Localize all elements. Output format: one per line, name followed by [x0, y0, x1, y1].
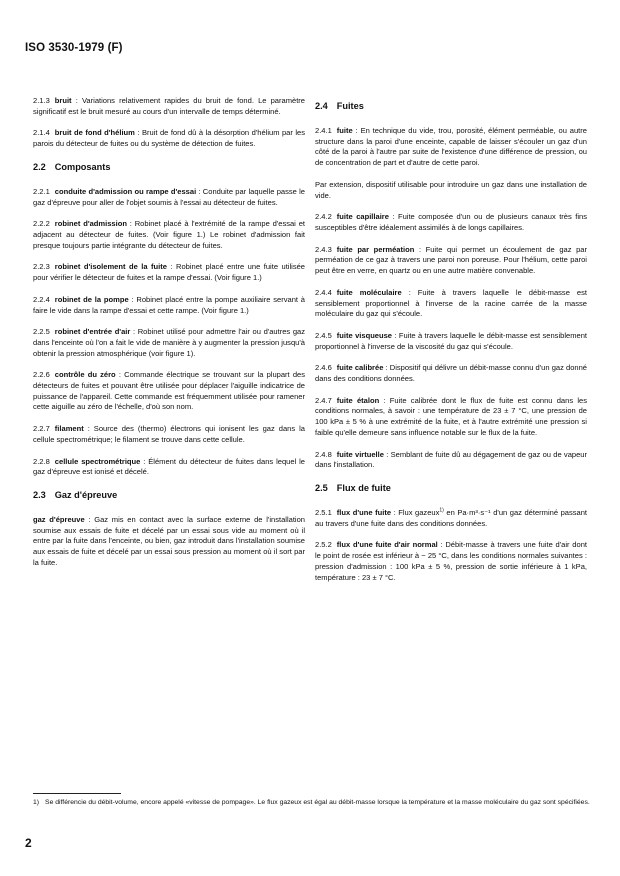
right-column — [315, 96, 587, 594]
clause-2-1-3: 2.1.3 bruit : Variations relativement rapides du bruit de fond. Le paramètre significatif est le bruit mesuré au cours d'un intervalle de temps déterminé. — [33, 96, 305, 116]
clause-2-2-1: 2.2.1 conduite d'admission ou rampe d'essai : Conduite par laquelle passe le gaz d'épreuve pour aller de l'objet soumis à l'essai au détecteur de fuites. — [33, 186, 305, 207]
clause-2-2-2: 2.2.2 robinet d'admission : Robinet placé à l'extrémité de la rampe d'essai et adjacent au détecteur de fuites. (Voir figure 1.) Le robinet d'admission fait presque toujours partie intégrante du détecteur de fuites. — [33, 219, 305, 250]
page-number: 2 — [25, 836, 32, 850]
clause-2-2-5: 2.2.5 robinet d'entrée d'air : Robinet utilisé pour admettre l'air ou d'autres gaz dans l'enceinte où l'on a fait le vide de manière à y augmenter la pression jusqu'à obtenir la pression atmosphérique (voir figure 1). — [33, 327, 305, 358]
clause-2-2-4: 2.2.4 robinet de la pompe : Robinet placé entre la pompe auxiliaire servant à faire le vide dans la rampe d'essai et cette rampe. (Voir figure 1.) — [33, 294, 306, 315]
clause-2-1-4: 2.1.4 bruit de fond d'hélium : Bruit de fond dû à la désorption d'hélium par les parois du détecteur de fuites ou du système de détection de fuites. — [33, 128, 305, 149]
document-id: ISO 3530-1979 (F) — [25, 42, 123, 54]
section-heading-2-5: 2.5 Flux de fuite — [315, 482, 391, 493]
clause-2-2-3: 2.2.3 robinet d'isolement de la fuite : Robinet placé entre une fuite utilisée pour vérifier le détecteur de fuites et la rampe d'essai. (Voir figure 1.) — [33, 262, 305, 283]
clause-2-4-1-extension: Par extension, dispositif utilisable pour introduire un gaz dans une installation de vide. — [315, 179, 587, 200]
clause-2-4-8: 2.4.8 fuite virtuelle : Semblant de fuite dû au dégagement de gaz ou de vapeur dans l'installation. — [315, 449, 587, 470]
footnote-divider — [33, 793, 121, 794]
clause-2-5-2: 2.5.2 flux d'une fuite d'air normal : Débit-masse à travers une fuite d'air dont le point de rosée est inférieur à − 25 °C, dans les conditions normales suivantes : pression d'admission : 100 kPa ± 5 %, pression de sortie inférieure à 1 kPa, température : 23 ± 7 °C. — [315, 540, 587, 582]
clause-2-2-7: 2.2.7 filament : Source des (thermo) électrons qui ionisent les gaz dans la cellule spectrométrique; le filament se trouve dans cette cellule. — [33, 424, 305, 444]
left-column — [33, 96, 305, 580]
clause-2-5-1: 2.5.1 flux d'une fuite : Flux gazeux$^{1)}$ en Pa·m³·s⁻¹ d'un gaz déterminé passant au travers d'une fuite dans des conditions données. — [315, 507, 588, 528]
clause-2-2-8: 2.2.8 cellule spectrométrique : Élément du détecteur de fuites dans lequel le gaz d'épreuve est ionisé et décelé. — [33, 456, 305, 477]
clause-2-4-2: 2.4.2 fuite capillaire : Fuite composée d'un ou de plusieurs canaux très fins susceptibles d'être idéalement assimilés à de longs capillaires. — [315, 212, 587, 232]
clause-2-4-6: 2.4.6 fuite calibrée : Dispositif qui délivre un débit-masse connu d'un gaz donné dans des conditions données. — [315, 363, 587, 384]
clause-2-4-4: 2.4.4 fuite moléculaire : Fuite à travers laquelle le débit-masse est sensiblement proportionnel à l'inverse de la racine carrée de la masse moléculaire du gaz qui s'écoule. — [315, 287, 587, 319]
clause-2-4-7: 2.4.7 fuite étalon : Fuite calibrée dont le flux de fuite est connu dans les conditions normales, à savoir : une température de 23 ± 7 °C, une pression de 100 kPa ± 5 % à une extrémité de la fuite, et à l'autre extrémité une pression si faible qu'elle demeure sans influence notable sur le flux de la fuite. — [315, 395, 587, 437]
section-heading-2-3: 2.3 Gaz d'épreuve — [33, 489, 118, 500]
footnote: 1) Se différencie du débit-volume, encore appelé «vitesse de pompage». Le flux gazeux est égal au débit-masse lorsque la température et la masse moléculaire du gaz sont spécifiées. — [33, 799, 590, 806]
footnote-ref: 1) — [439, 507, 444, 514]
clause-2-4-5: 2.4.5 fuite visqueuse : Fuite à travers laquelle le débit-masse est sensiblement proportionnel à l'inverse de la viscosité du gaz qui s'écoule. — [315, 330, 587, 351]
clause-2-2-6: 2.2.6 contrôle du zéro : Commande électrique se trouvant sur la plupart des détecteurs de fuites et pouvant être utilisée pour déplacer l'aiguille indicatrice de puissance de l'appareil. Cette commande est fréquemment utilisée pour ramener cette aiguille au zéro de l'échelle, d'où son nom. — [33, 370, 306, 412]
clause-2-4-1: 2.4.1 fuite : En technique du vide, trou, porosité, élément perméable, ou autre structure dans la paroi d'une enceinte, capable de laisser s'écouler un gaz d'un côté de la paroi à l'autre par suite de l'existence d'une différence de pression, ou de concentration de part et d'autre de cette paroi. — [315, 126, 587, 168]
section-heading-2-4: 2.4 Fuites — [315, 101, 364, 111]
clause-gaz-epreuve: gaz d'épreuve : Gaz mis en contact avec la surface externe de l'installation soumise aux essais de fuite et décelé par un essai sous vide au moment où il entre par la fuite dans l'enceinte, ou bien, gaz introduit dans l'installation soumise aux essais de fuite et décelé par un essai sous pression au moment où il sort par la fuite. — [33, 515, 306, 567]
section-heading-2-2: 2.2 Composants — [33, 161, 111, 172]
clause-2-4-3: 2.4.3 fuite par perméation : Fuite qui permet un écoulement de gaz par perméation de ce gaz à travers une paroi non poreuse. Pour l'hélium, cette paroi peut être en verre, en quartz ou en une autre matière convenable. — [315, 244, 588, 276]
